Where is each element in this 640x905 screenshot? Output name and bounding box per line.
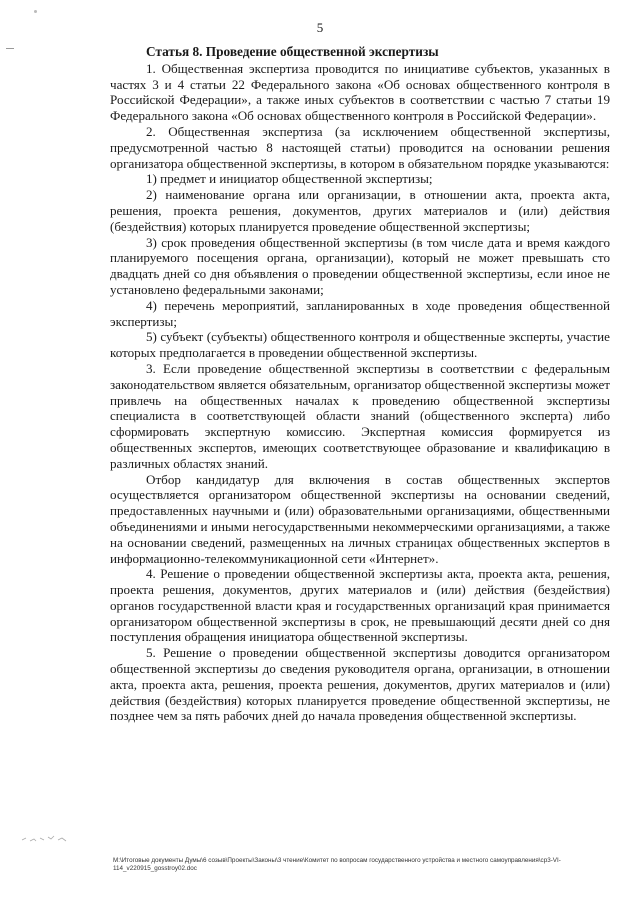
list-item-5: 5) субъект (субъекты) общественного контроля и общественные эксперты, участие которых предполагается в проведении общественной экспертизы. [110, 329, 610, 361]
list-item-2: 2) наименование органа или организации, в отношении акта, проекта акта, решения, проекта решения, документов, других материалов и (или) действия (бездействия) которых планируется проведение общественной экспертизы; [110, 187, 610, 234]
article-title: Статья 8. Проведение общественной экспертизы [146, 44, 439, 59]
scan-dot [34, 10, 37, 13]
paragraph-3-selection: Отбор кандидатур для включения в состав общественных экспертов осуществляется организатором общественной экспертизы на основании сведений, предоставленных научными и (или) образовательными организациями, общественными объединениями и иными негосударственными некоммерческими организациями, а также на основании сведений, размещенных на личных страницах общественных экспертов в информационно-телекоммуникационной сети «Интернет». [110, 471, 610, 566]
document-body [110, 44, 610, 724]
paragraph-3: 3. Если проведение общественной экспертизы в соответствии с федеральным законодательством является обязательным, организатор общественной экспертизы может привлечь на общественных началах к проведению общественной экспертизы специалиста в соответствующей области знаний (общественного эксперта) либо сформировать экспертную комиссию. Экспертная комиссия формируется из общественных экспертов, имеющих соответствующее образование и квалификацию в различных областях знаний. [110, 360, 610, 471]
margin-mark [6, 48, 14, 49]
scan-artifact-icon [20, 828, 70, 846]
list-item-4: 4) перечень мероприятий, запланированных в ходе проведения общественной экспертизы; [110, 297, 610, 329]
file-path-footer: M:\Итоговые документы Думы\6 созыв\Проекты\Законы\3 чтение\Комитет по вопросам государственного устройства и местного самоуправления\ср3-VI-114_v220915_gosstroy02.doc [113, 857, 561, 872]
list-item-3: 3) срок проведения общественной экспертизы (в том числе дата и время каждого планируемого посещения органа, организации), который не может превышать сто двадцать дней со дня объявления о проведении общественной экспертизы, если иное не установлено федеральными законами; [110, 234, 610, 297]
paragraph-1: 1. Общественная экспертиза проводится по инициативе субъектов, указанных в частях 3 и 4 статьи 22 Федерального закона «Об основах общественного контроля в Российской Федерации», а также иных субъектов в соответствии с частью 7 статьи 19 Федерального закона «Об основах общественного контроля в Российской Федерации». [110, 60, 610, 124]
page-number: 5 [316, 20, 324, 35]
paragraph-5: 5. Решение о проведении общественной экспертизы доводится организатором общественной экспертизы до сведения руководителя органа, организации, в отношении акта, проекта акта, решения, проекта решения, документов, других материалов и (или) действия (бездействия) которых планируется проведение общественной экспертизы, не позднее чем за пять рабочих дней до начала проведения общественной экспертизы. [110, 645, 610, 724]
paragraph-2: 2. Общественная экспертиза (за исключением общественной экспертизы, предусмотренной частью 8 настоящей статьи) проводится на основании решения организатора общественной экспертизы, в котором в обязательном порядке указываются: [110, 123, 610, 171]
list-item-1: 1) предмет и инициатор общественной экспертизы; [146, 171, 433, 187]
paragraph-4: 4. Решение о проведении общественной экспертизы акта, проекта акта, решения, проекта решения, документов, других материалов и (или) действия (бездействия) органов государственной власти края и государственных организаций края принимается организатором общественной экспертизы в срок, не превышающий десяти дней со дня поступления обращения инициатора общественной экспертизы. [110, 566, 610, 645]
